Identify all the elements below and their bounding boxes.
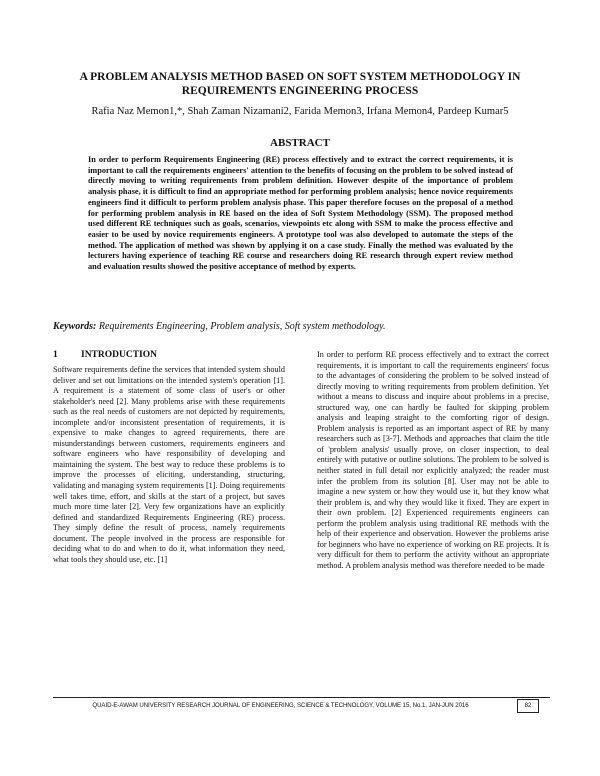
- footer-journal: QUAID-E-AWAM UNIVERSITY RESEARCH JOURNAL OF ENGINEERING, SCIENCE & TECHNOLOGY, VOLUME 15, No.1, JAN-JUN 2016: [92, 702, 469, 709]
- section-number: 1: [53, 350, 58, 360]
- right-column-text: In order to perform RE process effectively and to extract the correct requirements, it is important to call the requirements engineers' focus to the advantages of considering the problem to be solved instead of directly moving to writing requirements from problem definition. Yet without a means to discuss and inquire about problems in a precise, structured way, one can hardly be faulted for skipping problem analysis and leaping straight to the comforting rigor of design. Problem analysis is reported as an important aspect of RE by many researchers such as [3-7]. Methods and approaches that claim the title of 'problem analysis' usually prove, on closer inspection, to deal entirely with putative or outline solutions. The problem to be solved is neither stated in full detail nor explicitly analyzed; the reader must infer the problem from its solution [8]. User may not be able to imagine a new system or how they would use it, but they know what their problem is, and why they would like it fixed. They are expert in their own problem. [2] Experienced requirements engineers can perform the problem analysis using traditional RE methods with the help of their experience and observation. However the problems arise for beginners who have no experience of working on RE projects. It is very difficult for them to perform the activity without an appropriate method. A problem analysis method was therefore needed to be made: [317, 350, 549, 570]
- keywords-label: Keywords:: [53, 321, 97, 332]
- left-column-text: Software requirements define the services that intended system should deliver and set out limitations on the intended system's operation [1]. A requirement is a statement of some class of user's or other stakeholder's need [2]. Many problems arise with these requirements such as the real needs of customers are not depicted by requirements, incomplete and/or inconsistent presentation of requirements, it is expensive to make changes to agreed requirements, there are misunderstandings between customers, requirements engineers and software engineers who have responsibility of developing and maintaining the system. The best way to reduce these problems is to improve the processes of eliciting, understanding, structuring, validating and managing system requirements [1]. Doing requirements well takes time, effort, and skills at the start of a project, but saves much more time later [2]. Very few organizations have an explicitly defined and standardized Requirements Engineering (RE) process. They simply define the result of process, namely requirements document. The people involved in the process are responsible for deciding what to do and when to do it, what information they need, what tools they should use, etc. [1]: [53, 365, 285, 564]
- abstract-text: In order to perform Requirements Engineering (RE) process effectively and to extract the correct requirements, it is important to call the requirements engineers' attention to the benefits of focusing on the problem to be solved instead of directly moving to writing requirements from problem definition. However despite of the importance of problem analysis phase, it is difficult to find an appropriate method for performing problem analysis; hence novice requirements engineers find it difficult to perform problem analysis phase. This paper therefore focuses on the proposal of a method for performing problem analysis in RE based on the idea of Soft System Methodology (SSM). The proposed method used different RE techniques such as goals, scenarios, viewpoints etc along with SSM to make the process effective and easier to be used by novice requirements engineers. A prototype tool was also developed to automate the steps of the method. The application of method was shown by applying it on a case study. Finally the method was evaluated by the lecturers having experience of teaching RE course and researchers doing RE research through expert review method and evaluation results showed the positive acceptance of method by experts.: [88, 155, 513, 272]
- page-footer: [53, 700, 550, 712]
- author-list: Rafia Naz Memon1,*, Shah Zaman Nizamani2, Farida Memon3, Irfana Memon4, Pardeep Kumar5: [91, 106, 509, 117]
- abstract-heading: ABSTRACT: [270, 137, 330, 149]
- page-number: 82: [517, 699, 539, 713]
- paper-title: A PROBLEM ANALYSIS METHOD BASED ON SOFT SYSTEM METHODOLOGY IN REQUIREMENTS ENGINEERING PROCESS: [79, 71, 521, 97]
- section-title: INTRODUCTION: [81, 350, 158, 360]
- keywords-text: Requirements Engineering, Problem analysis, Soft system methodology.: [96, 321, 386, 332]
- footer-divider: [53, 697, 550, 698]
- section-heading: [53, 350, 157, 360]
- keywords-line: [53, 321, 553, 332]
